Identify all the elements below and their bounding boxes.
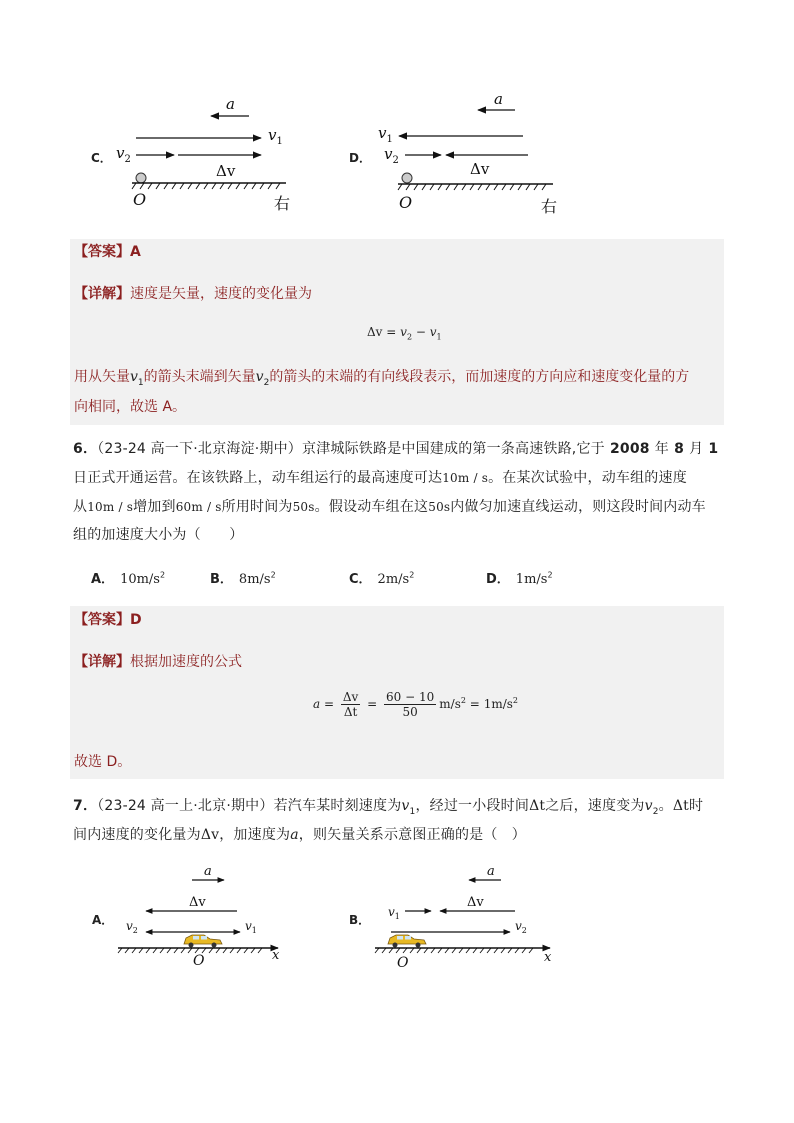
figure-option-b-drawing [345, 858, 565, 970]
origin-label: O [193, 953, 205, 969]
car-icon [184, 935, 222, 948]
answer-panel-q6 [70, 606, 724, 779]
q6-line-1: 6．（23-24 高一下·北京海淀·期中）京津城际铁路是中国建成的第一条高速铁路,它于 2008 年 8 月 1 [73, 441, 719, 457]
detail-line [74, 651, 242, 671]
ground-hatch [375, 948, 533, 953]
dv-label: Δv [470, 160, 490, 178]
conclusion-line: 故选 D。 [74, 754, 132, 770]
figure-option-a-drawing [88, 858, 298, 970]
x-label: x [272, 948, 280, 963]
detail-text: 速度是矢量，速度的变化量为 [130, 286, 312, 302]
answer-line [74, 241, 141, 261]
dv-label: Δv [189, 895, 206, 910]
ground-hatch [132, 183, 280, 189]
answer-value: A [130, 244, 141, 260]
origin-label: O [399, 193, 413, 212]
right-label: 右 [541, 197, 558, 216]
v1-label: $v_1$ [245, 919, 257, 935]
q7-line-2: 间内速度的变化量为Δv，加速度为a，则矢量关系示意图正确的是（ ） [73, 827, 526, 843]
v2-label: $v_2$ [515, 919, 527, 935]
detail-tag: 【详解】 [74, 654, 130, 670]
v2-label: $v_2$ [116, 144, 131, 165]
detail-tag: 【详解】 [74, 286, 130, 302]
answer-panel-q5 [70, 239, 724, 425]
q6-choice-b[interactable]: B． $8m/s^2$ [210, 570, 276, 587]
v1-label: $v_1$ [378, 124, 393, 145]
figure-option-a [88, 858, 298, 970]
accel-label: a [204, 864, 212, 879]
q6-line-4: 组的加速度大小为（ ） [73, 527, 244, 543]
ground-hatch [398, 184, 546, 190]
dv-label: Δv [467, 895, 484, 910]
car-icon [388, 935, 426, 948]
detail-line [74, 283, 312, 303]
origin-label: O [133, 190, 147, 209]
answer-value: D [130, 612, 142, 628]
explanation-line-1: 用从矢量$v_1$的箭头末端到矢量$v_2$的箭头的末端的有向线段表示，而加速度的方向应和速度变化量的方 [74, 369, 690, 388]
option-b-label: B． [349, 913, 371, 927]
option-c-label: C． [91, 151, 112, 165]
dv-label: Δv [216, 162, 236, 180]
v2-label: $v_2$ [126, 919, 138, 935]
answer-tag: 【答案】 [74, 612, 130, 628]
q6-choice-d[interactable]: D． $1m/s^2$ [486, 570, 553, 587]
delta-v-formula: $\Delta v = v_2 - v_1$ [367, 325, 442, 342]
option-d-label: D． [349, 151, 371, 165]
ground-hatch [118, 948, 262, 953]
origin-ball [402, 173, 412, 183]
v2-label: $v_2$ [384, 145, 399, 166]
accel-label: a [494, 90, 503, 108]
figure-option-c [88, 92, 303, 217]
x-label: x [544, 950, 552, 965]
accel-label: a [487, 864, 495, 879]
origin-label: O [397, 955, 409, 970]
v1-label: $v_1$ [388, 905, 400, 921]
acceleration-formula: a = $\frac{\Delta v}{\Delta t}$ = $\frac{60 - 10}{50}$ $m/s^2 = 1m/s^2$ [313, 690, 518, 719]
q6-line-2: 日正式开通运营。在该铁路上，动车组运行的最高速度可达10m / s。在某次试验中，动车组的速度 [73, 470, 687, 486]
detail-text: 根据加速度的公式 [130, 654, 242, 670]
q7-line-1: 7．（23-24 高一上·北京·期中）若汽车某时刻速度为$v_1$，经过一小段时间Δt之后，速度变为$v_2$。Δt时 [73, 798, 704, 817]
accel-label: a [226, 95, 235, 113]
figure-option-d [345, 88, 570, 218]
answer-line [74, 609, 142, 629]
v1-label: $v_1$ [268, 126, 283, 147]
answer-tag: 【答案】 [74, 244, 130, 260]
figure-option-d-drawing [345, 88, 570, 218]
q6-line-3: 从10m / s增加到60m / s所用时间为50s。假设动车组在这50s内做匀加速直线运动，则这段时间内动车 [73, 499, 706, 515]
option-a-label: A． [92, 913, 114, 927]
figure-option-c-drawing [88, 92, 303, 217]
explanation-line-2: 向相同，故选 A。 [74, 399, 187, 415]
q6-choice-c[interactable]: C． $2m/s^2$ [349, 570, 415, 587]
figure-option-b [345, 858, 565, 970]
q6-choice-a[interactable]: A． $10m/s^2$ [91, 570, 166, 587]
origin-ball [136, 173, 146, 183]
right-label: 右 [274, 194, 291, 213]
